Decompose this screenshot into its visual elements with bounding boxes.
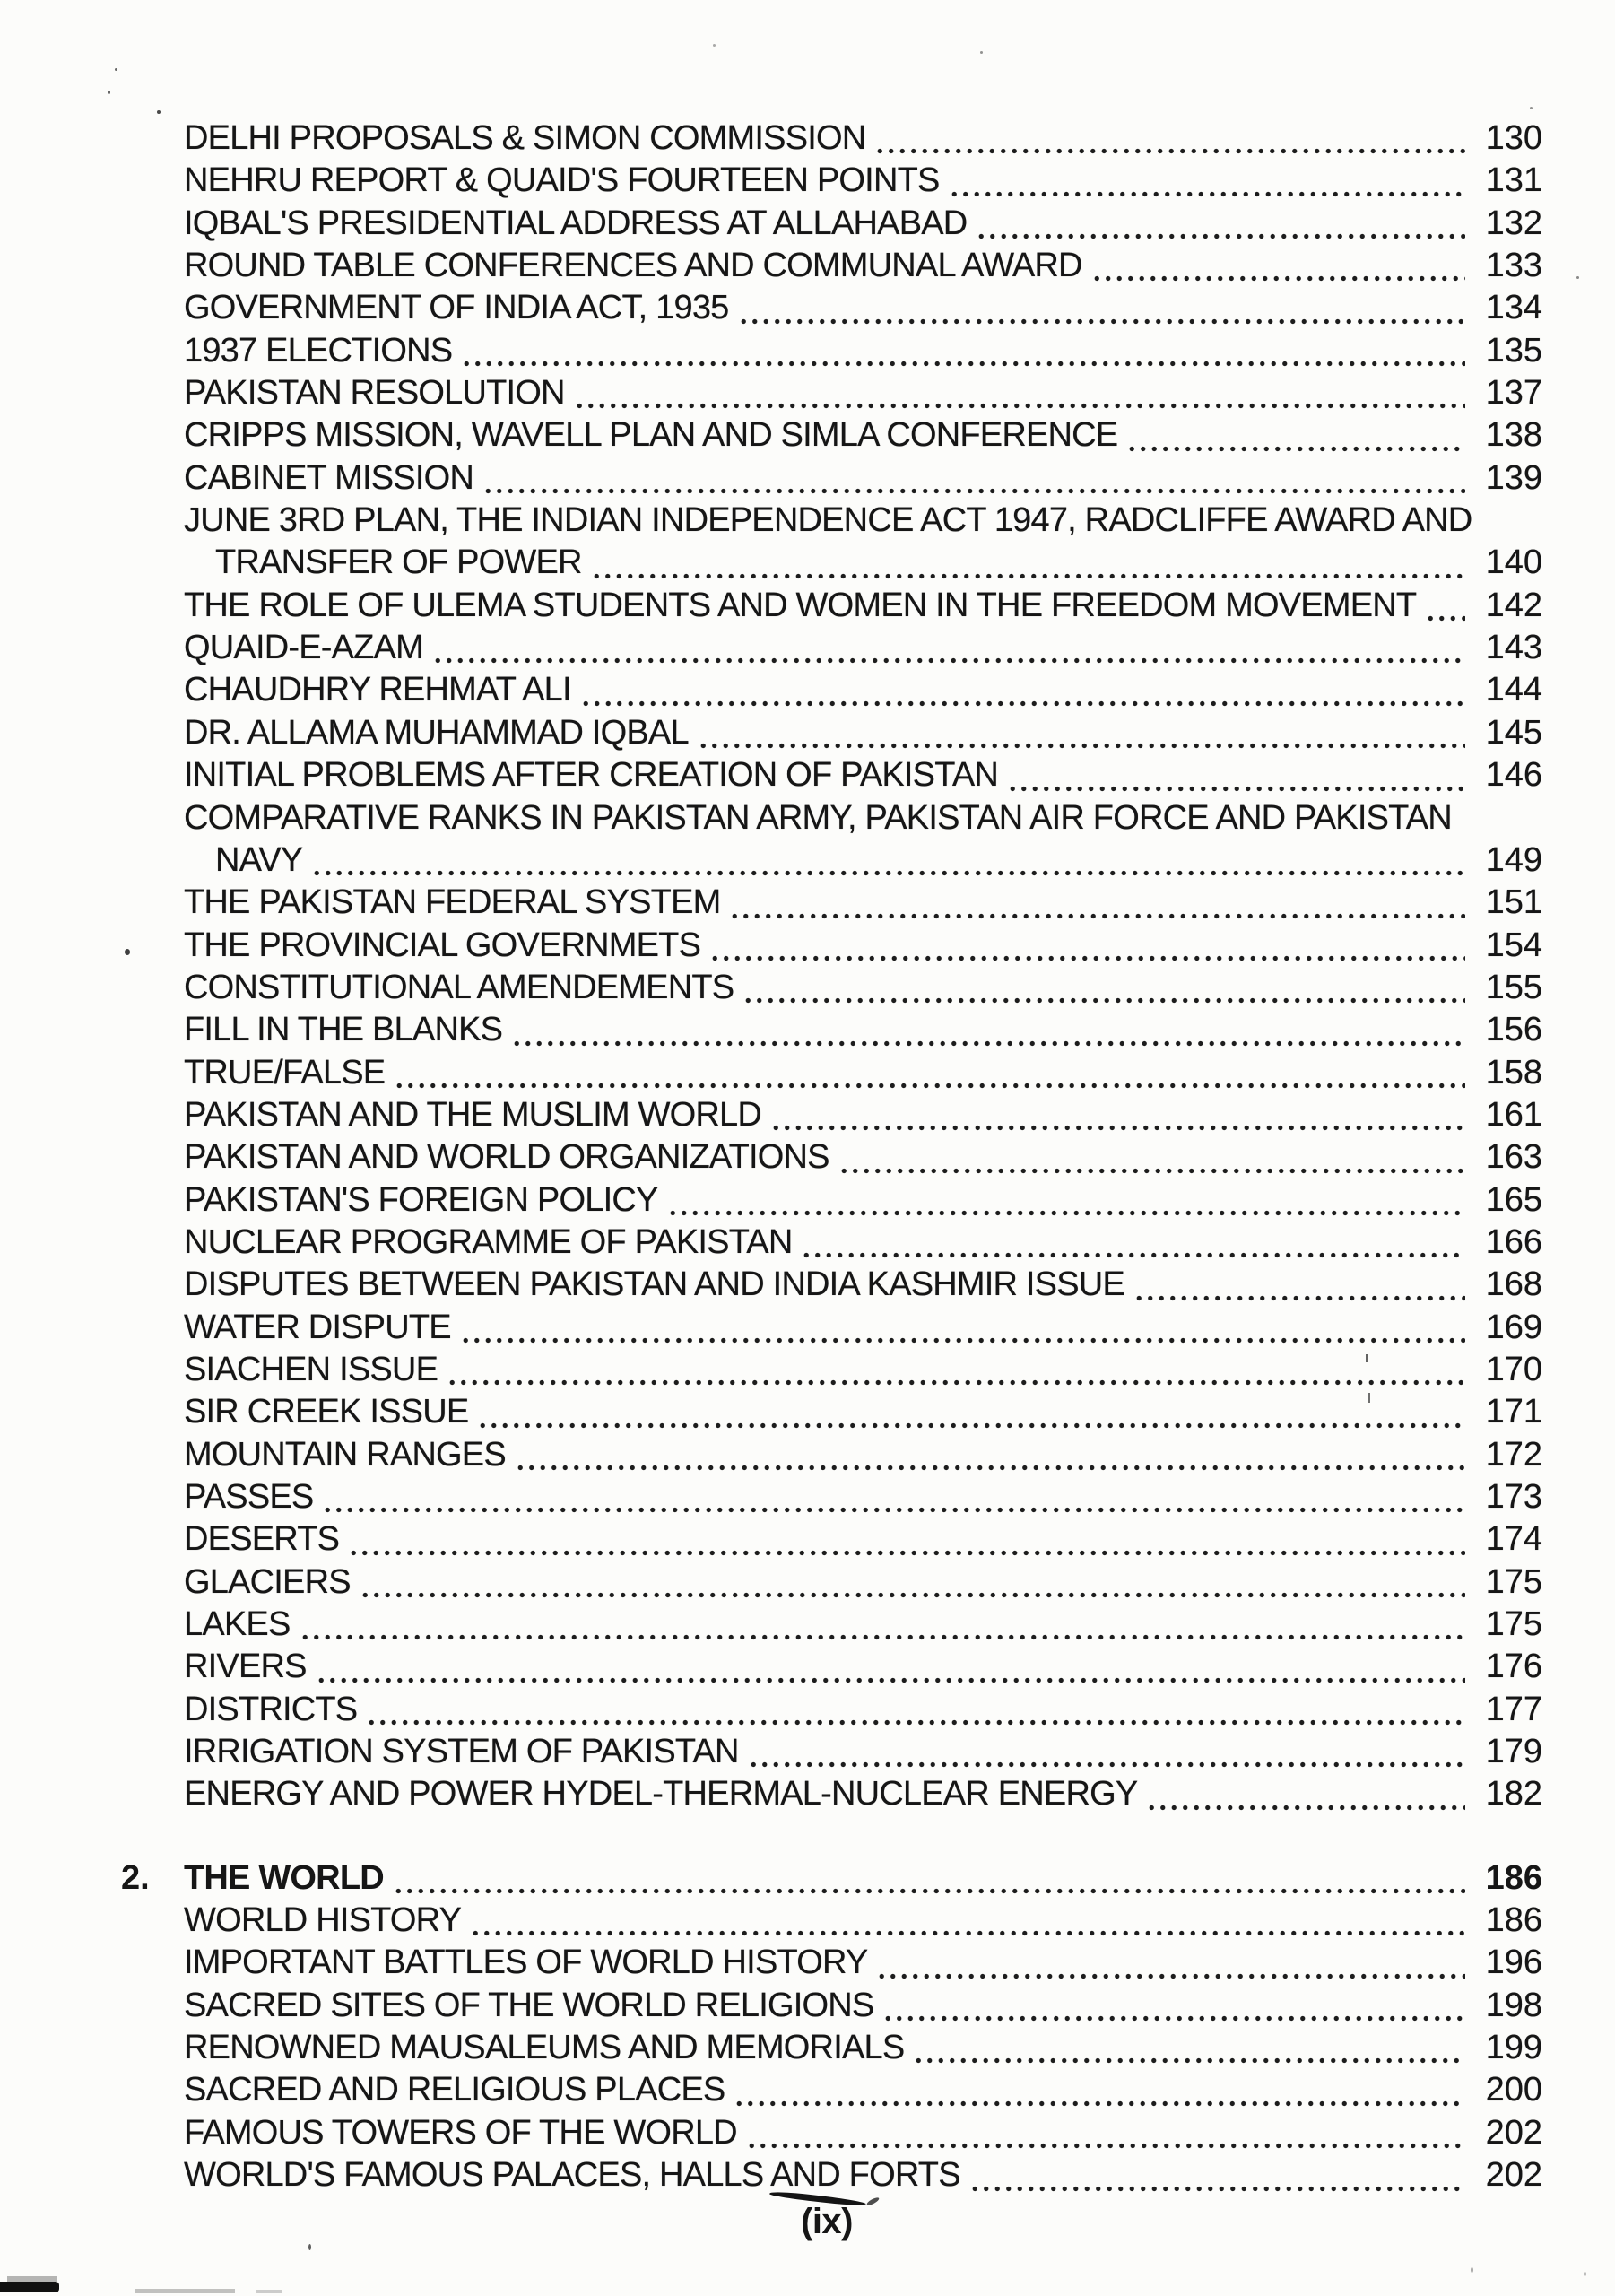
toc-line	[184, 1857, 1542, 1900]
toc-line	[184, 1900, 1542, 1942]
toc-row	[184, 1773, 1542, 1815]
toc-entry-page-number: 161	[1485, 1095, 1542, 1134]
toc-entry-page-number: 151	[1485, 883, 1542, 922]
toc-line	[184, 967, 1542, 1009]
toc-entry-title: PAKISTAN'S FOREIGN POLICY	[184, 1180, 658, 1219]
toc-entry-page-number: 168	[1485, 1265, 1542, 1304]
dot-leader	[882, 1985, 1465, 2027]
dot-leader	[876, 1942, 1465, 1984]
toc-line	[184, 1689, 1542, 1731]
dot-leader	[746, 2112, 1465, 2154]
toc-line	[184, 500, 1542, 542]
toc-line	[184, 2069, 1542, 2111]
toc-entry-title: DESERTS	[184, 1520, 340, 1559]
dot-leader	[949, 160, 1465, 202]
toc-entry-title: NEHRU REPORT & QUAID'S FOURTEEN POINTS	[184, 161, 940, 200]
toc-entry-title: CONSTITUTIONAL AMENDEMENTS	[184, 968, 734, 1006]
toc-entry-title: QUAID-E-AZAM	[184, 629, 423, 667]
scan-edge-mark	[135, 2289, 235, 2293]
toc-entry-title: THE WORLD	[184, 1858, 384, 1897]
toc-entry-title: RIVERS	[184, 1648, 307, 1686]
toc-entry-title: FAMOUS TOWERS OF THE WORLD	[184, 2113, 737, 2152]
toc-entry-title: SIR CREEK ISSUE	[184, 1393, 469, 1431]
toc-entry-page-number: 175	[1485, 1562, 1542, 1601]
toc-entry-page-number: 166	[1485, 1222, 1542, 1261]
toc-row	[184, 1052, 1542, 1094]
dot-leader	[366, 1689, 1465, 1731]
toc-row	[184, 585, 1542, 627]
toc-line	[184, 1985, 1542, 2027]
toc-entry-page-number: 196	[1485, 1944, 1542, 1982]
toc-entry-page-number: 177	[1485, 1690, 1542, 1728]
scan-edge-mark	[7, 2276, 57, 2282]
toc-line	[184, 1604, 1542, 1646]
toc-row	[184, 203, 1542, 245]
toc-entry-page-number: 202	[1485, 2156, 1542, 2195]
toc-entry-page-number: 156	[1485, 1011, 1542, 1049]
toc-entry-page-number: 139	[1485, 458, 1542, 497]
dot-leader	[969, 2154, 1465, 2196]
toc-line	[184, 203, 1542, 245]
toc-entry-page-number: 137	[1485, 374, 1542, 413]
toc-entry-title: COMPARATIVE RANKS IN PAKISTAN ARMY, PAKISTAN AIR FORCE AND PAKISTAN	[184, 798, 1452, 837]
toc-row	[184, 712, 1542, 754]
toc-row	[184, 1942, 1542, 1984]
dot-leader	[729, 882, 1465, 924]
toc-line	[184, 1179, 1542, 1222]
toc-entry-title: GOVERNMENT OF INDIA ACT, 1935	[184, 289, 729, 327]
toc-entry-title: GLACIERS	[184, 1562, 351, 1601]
toc-entry-page-number: 145	[1485, 713, 1542, 752]
toc-row	[184, 1179, 1542, 1222]
toc-entry-title: CHAUDHRY REHMAT ALI	[184, 671, 571, 709]
toc-entry-page-number: 154	[1485, 926, 1542, 964]
toc-row	[184, 160, 1542, 202]
toc-line	[184, 1391, 1542, 1433]
dot-leader	[1425, 585, 1465, 627]
toc-row	[184, 2154, 1542, 2196]
toc-entry-page-number: 158	[1485, 1053, 1542, 1091]
toc-entry-page-number: 131	[1485, 161, 1542, 200]
dot-leader	[393, 1857, 1465, 1900]
dot-leader	[574, 372, 1465, 414]
scan-speck	[157, 110, 161, 114]
toc-row	[184, 754, 1542, 796]
toc-entry-title: WORLD'S FAMOUS PALACES, HALLS AND FORTS	[184, 2156, 960, 2195]
toc-row	[184, 1349, 1542, 1391]
toc-line	[184, 1052, 1542, 1094]
toc-entry-page-number: 155	[1485, 968, 1542, 1006]
dot-leader	[742, 967, 1465, 1009]
toc-row	[184, 925, 1542, 967]
toc-entry-page-number: 135	[1485, 331, 1542, 370]
toc-entry-title: ROUND TABLE CONFERENCES AND COMMUNAL AWARD	[184, 247, 1082, 285]
toc-entry-title: FILL IN THE BLANKS	[184, 1011, 503, 1049]
toc-line	[184, 1222, 1542, 1264]
toc-row	[184, 1264, 1542, 1306]
dot-leader	[394, 1052, 1465, 1094]
toc-row	[184, 669, 1542, 711]
toc-entry-title: CRIPPS MISSION, WAVELL PLAN AND SIMLA CONFERENCE	[184, 416, 1118, 455]
toc-line	[184, 1773, 1542, 1815]
toc-entry-title: PAKISTAN RESOLUTION	[184, 374, 565, 413]
toc-entry-page-number: 186	[1485, 1901, 1542, 1940]
dot-leader	[748, 1731, 1465, 1773]
toc-line	[184, 1518, 1542, 1561]
toc-entry-title: IMPORTANT BATTLES OF WORLD HISTORY	[184, 1944, 868, 1982]
toc-line	[184, 160, 1542, 202]
toc-entry-page-number: 149	[1485, 840, 1542, 879]
scan-speck	[1530, 107, 1533, 109]
dot-leader	[470, 1900, 1465, 1942]
toc-row	[121, 1857, 1542, 1900]
toc-line	[184, 330, 1542, 372]
toc-entry-page-number: 173	[1485, 1478, 1542, 1516]
toc-entry-title: WORLD HISTORY	[184, 1901, 462, 1940]
toc-line-continued	[184, 542, 1542, 584]
toc-line	[184, 372, 1542, 414]
dot-leader	[461, 330, 1465, 372]
toc-line	[184, 1476, 1542, 1518]
toc-entry-page-number: 138	[1485, 416, 1542, 455]
scan-speck	[125, 949, 130, 955]
dot-leader	[709, 925, 1465, 967]
toc-line	[184, 669, 1542, 711]
toc-row	[184, 1222, 1542, 1264]
dot-leader	[667, 1179, 1465, 1222]
toc-entry-title: DELHI PROPOSALS & SIMON COMMISSION	[184, 119, 866, 157]
toc-entry-page-number: 140	[1485, 544, 1542, 582]
toc-entry-title: SIACHEN ISSUE	[184, 1350, 438, 1388]
toc-row	[184, 1900, 1542, 1942]
toc-entry-title: IRRIGATION SYSTEM OF PAKISTAN	[184, 1733, 739, 1771]
toc-entry-title-continued: TRANSFER OF POWER	[215, 544, 582, 582]
toc-line	[184, 1307, 1542, 1349]
toc-entry-page-number: 132	[1485, 204, 1542, 242]
toc-line	[184, 1646, 1542, 1688]
toc-row	[184, 1518, 1542, 1561]
toc-entry-page-number: 176	[1485, 1648, 1542, 1686]
dot-leader	[511, 1009, 1465, 1051]
toc-row	[184, 1604, 1542, 1646]
toc-entry-page-number: 133	[1485, 247, 1542, 285]
toc-entry-title: NUCLEAR PROGRAMME OF PAKISTAN	[184, 1222, 793, 1261]
toc-line	[184, 925, 1542, 967]
toc-line	[184, 1349, 1542, 1391]
dot-leader	[838, 1136, 1465, 1178]
scan-speck	[713, 44, 716, 47]
toc-line	[184, 287, 1542, 329]
toc-line	[184, 1561, 1542, 1604]
toc-entry-page-number: 163	[1485, 1138, 1542, 1177]
dot-leader	[515, 1434, 1465, 1476]
toc-entry-page-number: 186	[1485, 1858, 1542, 1897]
toc-row	[184, 1136, 1542, 1178]
toc-row	[184, 797, 1542, 883]
scan-speck	[1471, 2267, 1473, 2273]
toc-line	[184, 2154, 1542, 2196]
toc-entry-title: DISTRICTS	[184, 1690, 358, 1728]
dot-leader	[432, 627, 1465, 669]
dot-leader	[738, 287, 1466, 329]
dot-leader	[580, 669, 1465, 711]
page-footer-number: (ix)	[801, 2202, 853, 2241]
dot-leader	[1007, 754, 1465, 796]
toc-entry-page-number: 165	[1485, 1180, 1542, 1219]
toc-entry-title: PAKISTAN AND THE MUSLIM WORLD	[184, 1095, 762, 1134]
toc-row	[184, 2027, 1542, 2069]
scan-speck	[1576, 276, 1579, 279]
scan-speck	[115, 68, 117, 71]
toc-entry-title: THE PAKISTAN FEDERAL SYSTEM	[184, 883, 721, 922]
toc-row	[184, 117, 1542, 160]
scan-speck	[1584, 2272, 1586, 2276]
toc-line	[184, 414, 1542, 457]
scan-edge-mark	[0, 2282, 59, 2292]
toc-line	[184, 1264, 1542, 1306]
toc-entry-page-number: 146	[1485, 756, 1542, 795]
dot-leader	[1091, 245, 1465, 287]
toc-row	[184, 287, 1542, 329]
scan-edge-mark	[256, 2290, 282, 2293]
toc-entry-page-number: 175	[1485, 1605, 1542, 1644]
toc-entry-page-number: 171	[1485, 1393, 1542, 1431]
toc-entry-page-number: 169	[1485, 1308, 1542, 1346]
toc-entry-title: PASSES	[184, 1478, 314, 1516]
toc-row	[184, 330, 1542, 372]
toc-entry-page-number: 142	[1485, 586, 1542, 624]
dot-leader	[913, 2027, 1465, 2069]
toc-entry-page-number: 143	[1485, 629, 1542, 667]
dot-leader	[311, 839, 1465, 882]
toc-line	[184, 1942, 1542, 1984]
dot-leader	[477, 1391, 1465, 1433]
toc-line	[184, 585, 1542, 627]
toc-entry-page-number: 200	[1485, 2071, 1542, 2109]
scan-speck	[980, 51, 983, 54]
section-number: 2.	[121, 1858, 150, 1897]
toc-row	[184, 500, 1542, 585]
toc-entry-title: THE PROVINCIAL GOVERNMETS	[184, 926, 701, 964]
toc-row	[184, 1476, 1542, 1518]
scan-dash-mark	[1368, 1393, 1370, 1403]
dot-leader	[874, 117, 1465, 160]
toc-row	[184, 1646, 1542, 1688]
toc-row	[184, 882, 1542, 924]
toc-entry-page-number: 134	[1485, 289, 1542, 327]
dot-leader	[698, 712, 1465, 754]
toc-line	[184, 245, 1542, 287]
toc-entry-title: MOUNTAIN RANGES	[184, 1435, 506, 1474]
toc-entry-title: CABINET MISSION	[184, 458, 474, 497]
toc-entry-title: WATER DISPUTE	[184, 1308, 451, 1346]
dot-leader	[1126, 414, 1465, 457]
toc-entry-page-number: 172	[1485, 1435, 1542, 1474]
toc-entry-page-number: 179	[1485, 1733, 1542, 1771]
toc-line	[184, 117, 1542, 160]
toc-entry-title: PAKISTAN AND WORLD ORGANIZATIONS	[184, 1138, 829, 1177]
toc-entry-page-number: 198	[1485, 1986, 1542, 2024]
toc-entry-page-number: 130	[1485, 119, 1542, 157]
toc-line	[184, 712, 1542, 754]
toc-row	[184, 414, 1542, 457]
toc-row	[184, 627, 1542, 669]
toc-entry-page-number: 199	[1485, 2029, 1542, 2067]
dot-leader	[1146, 1773, 1465, 1815]
toc-list	[121, 117, 1542, 2197]
toc-entry-page-number: 170	[1485, 1350, 1542, 1388]
toc-row	[184, 1307, 1542, 1349]
scan-speck	[308, 2244, 311, 2250]
dot-leader	[316, 1646, 1465, 1688]
toc-entry-page-number: 202	[1485, 2113, 1542, 2152]
toc-line	[184, 1009, 1542, 1051]
toc-line	[184, 2027, 1542, 2069]
toc-line	[184, 754, 1542, 796]
dot-leader	[348, 1518, 1465, 1561]
dot-leader	[734, 2069, 1465, 2111]
dot-leader	[1133, 1264, 1465, 1306]
toc-row	[184, 1434, 1542, 1476]
toc-entry-page-number: 174	[1485, 1520, 1542, 1559]
toc-entry-title: THE ROLE OF ULEMA STUDENTS AND WOMEN IN THE FREEDOM MOVEMENT	[184, 586, 1417, 624]
dot-leader	[482, 457, 1465, 500]
toc-entry-title: RENOWNED MAUSALEUMS AND MEMORIALS	[184, 2029, 905, 2067]
toc-entry-title: JUNE 3RD PLAN, THE INDIAN INDEPENDENCE ACT 1947, RADCLIFFE AWARD AND	[184, 501, 1472, 540]
dot-leader	[322, 1476, 1465, 1518]
scan-speck	[108, 91, 110, 94]
toc-line	[184, 627, 1542, 669]
toc-row	[184, 1689, 1542, 1731]
toc-row	[184, 2112, 1542, 2154]
toc-entry-title: TRUE/FALSE	[184, 1053, 386, 1091]
toc-row	[184, 1009, 1542, 1051]
toc-line	[184, 457, 1542, 500]
toc-entry-title: DR. ALLAMA MUHAMMAD IQBAL	[184, 713, 689, 752]
dot-leader	[447, 1349, 1465, 1391]
toc-row	[184, 1094, 1542, 1136]
toc-entry-title: IQBAL'S PRESIDENTIAL ADDRESS AT ALLAHABAD	[184, 204, 968, 242]
toc-entry-title-continued: NAVY	[215, 840, 303, 879]
toc-entry-title: SACRED SITES OF THE WORLD RELIGIONS	[184, 1986, 874, 2024]
dot-leader	[976, 203, 1465, 245]
toc-line	[184, 2112, 1542, 2154]
toc-line	[184, 1731, 1542, 1773]
dot-leader	[460, 1307, 1465, 1349]
toc-entry-page-number: 182	[1485, 1775, 1542, 1813]
toc-entry-page-number: 144	[1485, 671, 1542, 709]
toc-line	[184, 797, 1542, 839]
toc-entry-title: INITIAL PROBLEMS AFTER CREATION OF PAKISTAN	[184, 756, 999, 795]
toc-line	[184, 882, 1542, 924]
toc-row	[184, 245, 1542, 287]
toc-row	[184, 1391, 1542, 1433]
dot-leader	[300, 1604, 1465, 1646]
dot-leader	[801, 1222, 1465, 1264]
toc-row	[184, 1731, 1542, 1773]
toc-entry-title: DISPUTES BETWEEN PAKISTAN AND INDIA KASHMIR ISSUE	[184, 1265, 1124, 1304]
dot-leader	[770, 1094, 1465, 1136]
scan-dash-mark	[1366, 1354, 1368, 1362]
toc-row	[184, 2069, 1542, 2111]
dot-leader	[591, 542, 1465, 584]
toc-line	[184, 1434, 1542, 1476]
toc-line	[184, 1136, 1542, 1178]
toc-line-continued	[184, 839, 1542, 882]
toc-row	[184, 1985, 1542, 2027]
toc-entry-title: 1937 ELECTIONS	[184, 331, 453, 370]
toc-row	[184, 1561, 1542, 1604]
toc-row	[184, 967, 1542, 1009]
dot-leader	[360, 1561, 1465, 1604]
toc-line	[184, 1094, 1542, 1136]
toc-row	[184, 372, 1542, 414]
toc-entry-title: LAKES	[184, 1605, 291, 1644]
toc-row	[184, 457, 1542, 500]
toc-entry-title: SACRED AND RELIGIOUS PLACES	[184, 2071, 725, 2109]
pen-stroke-tick-mark	[866, 2196, 881, 2206]
toc-entry-title: ENERGY AND POWER HYDEL-THERMAL-NUCLEAR ENERGY	[184, 1775, 1138, 1813]
